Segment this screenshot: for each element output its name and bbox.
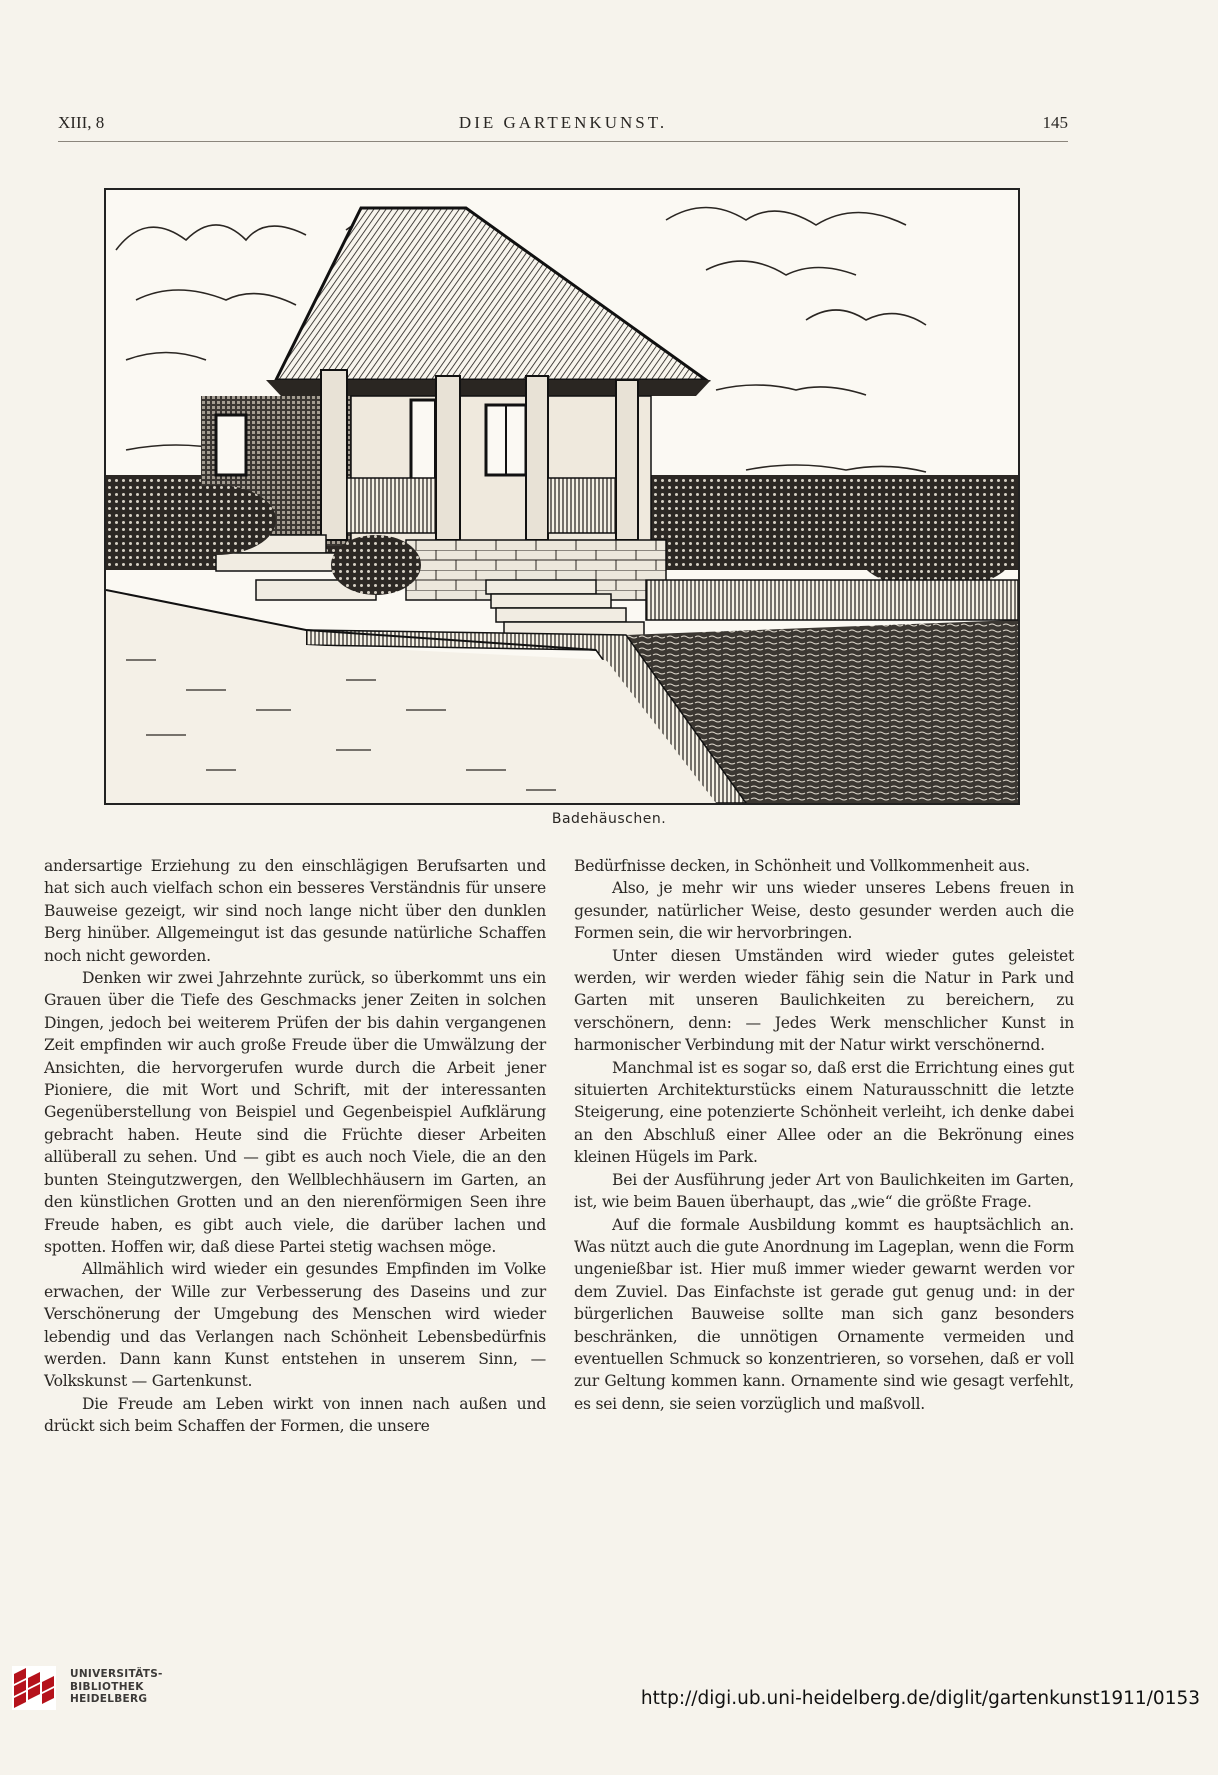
library-logo-icon <box>12 1666 56 1710</box>
library-line: BIBLIOTHEK <box>70 1680 144 1693</box>
bathhouse-illustration <box>104 188 1020 805</box>
paragraph: andersartige Erziehung zu den einschlägigen Berufsarten und hat sich auch vielfach schon ein besseres Verständnis für unsere Bauweise gezeigt, wir sind noch lange nicht über den dunklen Berg hinüber. Allgemeingut ist das gesunde natürliche Schaffen noch nicht geworden. <box>44 857 546 965</box>
shrub-right <box>856 510 1016 590</box>
paragraph: Allmählich wird wieder ein gesundes Empfinden im Volke erwachen, der Wille zur Verbesserung des Daseins und zur Verschönerung der Umgebung des Menschen wird wieder lebendig und das Verlangen nach Schönheit Lebensbedürfnis werden. Dann kann Kunst entstehen in unserem Sinn, — Volkskunst — Gartenkunst. <box>44 1260 546 1391</box>
library-line: HEIDELBERG <box>70 1693 148 1706</box>
paragraph: Manchmal ist es sogar so, daß erst die Errichtung eines gut situierten Architekturstücks einem Naturausschnitt die letzte Steigerung, eine potenzierte Schönheit verleiht, ich denke dabei an den Abschluß einer Allee oder an die Bekrönung eines kleinen Hügels im Park. <box>574 1058 1074 1167</box>
shrub-left <box>156 485 276 555</box>
running-header <box>58 113 1068 142</box>
paragraph: Bedürfnisse decken, in Schönheit und Vollkommenheit aus. <box>574 857 1030 875</box>
source-url-link[interactable]: http://digi.ub.uni-heidelberg.de/diglit/gartenkunst1911/0153 <box>640 1688 1200 1709</box>
paragraph: Denken wir zwei Jahrzehnte zurück, so überkommt uns ein Grauen über die Tiefe des Geschmacks jener Zeiten in solchen Dingen, jedoch bei weiterem Prüfen der bis dahin vergangenen Zeit empfinden wir auch große Freude über die Umwälzung der Ansichten, die hervorgerufen wurde durch die Arbeit jener Pioniere, die mit Wort und Schrift, mit der interessanten Gegenüberstellung von Beispiel und Gegenbeispiel Aufklärung gebracht haben. Heute sind die Früchte dieser Arbeiten allüberall zu sehen. Und — gibt es auch noch Viele, die an den bunten Steingutzwergen, den Wellblechhäusern im Garten, an den künstlichen Grotten und an den nierenförmigen Seen ihre Freude haben, es gibt auch viele, die darüber lachen und spotten. Hoffen wir, daß diese Partei stetig wachsen möge. <box>44 969 546 1256</box>
window-left <box>216 415 246 475</box>
text-column-left <box>44 855 546 1438</box>
page-number: 145 <box>1042 113 1068 132</box>
pool-wall <box>646 580 1018 620</box>
railing-right <box>548 478 616 533</box>
volume-issue: XIII, 8 <box>58 113 105 132</box>
library-line: UNIVERSITÄTS- <box>70 1668 163 1680</box>
library-name <box>70 1668 163 1706</box>
paragraph: Die Freude am Leben wirkt von innen nach außen und drückt sich beim Schaffen der Formen, die unsere <box>44 1394 546 1436</box>
paragraph: Bei der Ausführung jeder Art von Baulichkeiten im Garten, ist, wie beim Bauen überhaupt, das „wie“ die größte Frage. <box>574 1170 1074 1212</box>
railing-left <box>347 478 436 533</box>
paragraph: Auf die formale Ausbildung kommt es hauptsächlich an. Was nützt auch die gute Anordnung im Lageplan, wenn die Form ungenießbar ist. Hier muß immer wieder gewarnt werden vor dem Zuviel. Das Einfachste ist gerade gut genug und: in der bürgerlichen Bauweise sollte man sich ganz besonders beschränken, die unnötigen Ornamente vermeiden und eventuellen Schmuck so konzentrieren, so vorsehen, daß er voll zur Geltung kommen kann. Ornamente sind wie gesagt verfehlt, es sei denn, sie seien vorzüglich und maßvoll. <box>574 1215 1074 1413</box>
paragraph: Unter diesen Umständen wird wieder gutes geleistet werden, wir werden wieder fähig sein die Natur in Park und Garten mit unseren Baulichkeiten zu bereichern, zu verschönern, denn: — Jedes Werk menschlicher Kunst in harmonischer Verbindung mit der Natur wirkt verschönernd. <box>574 946 1074 1055</box>
figure-caption: Badehäuschen. <box>551 811 667 827</box>
text-column-right <box>574 855 1074 1415</box>
digitization-footer <box>0 1650 1218 1775</box>
illustration-drawing <box>106 190 1018 803</box>
roof <box>276 208 706 380</box>
journal-title: DIE GARTENKUNST. <box>458 113 668 132</box>
paragraph: Also, je mehr wir uns wieder unseres Lebens freuen in gesunder, natürlicher Weise, desto gesunder werden auch die Formen sein, die wir hervorbringen. <box>574 879 1074 943</box>
shrub-center <box>331 535 421 595</box>
